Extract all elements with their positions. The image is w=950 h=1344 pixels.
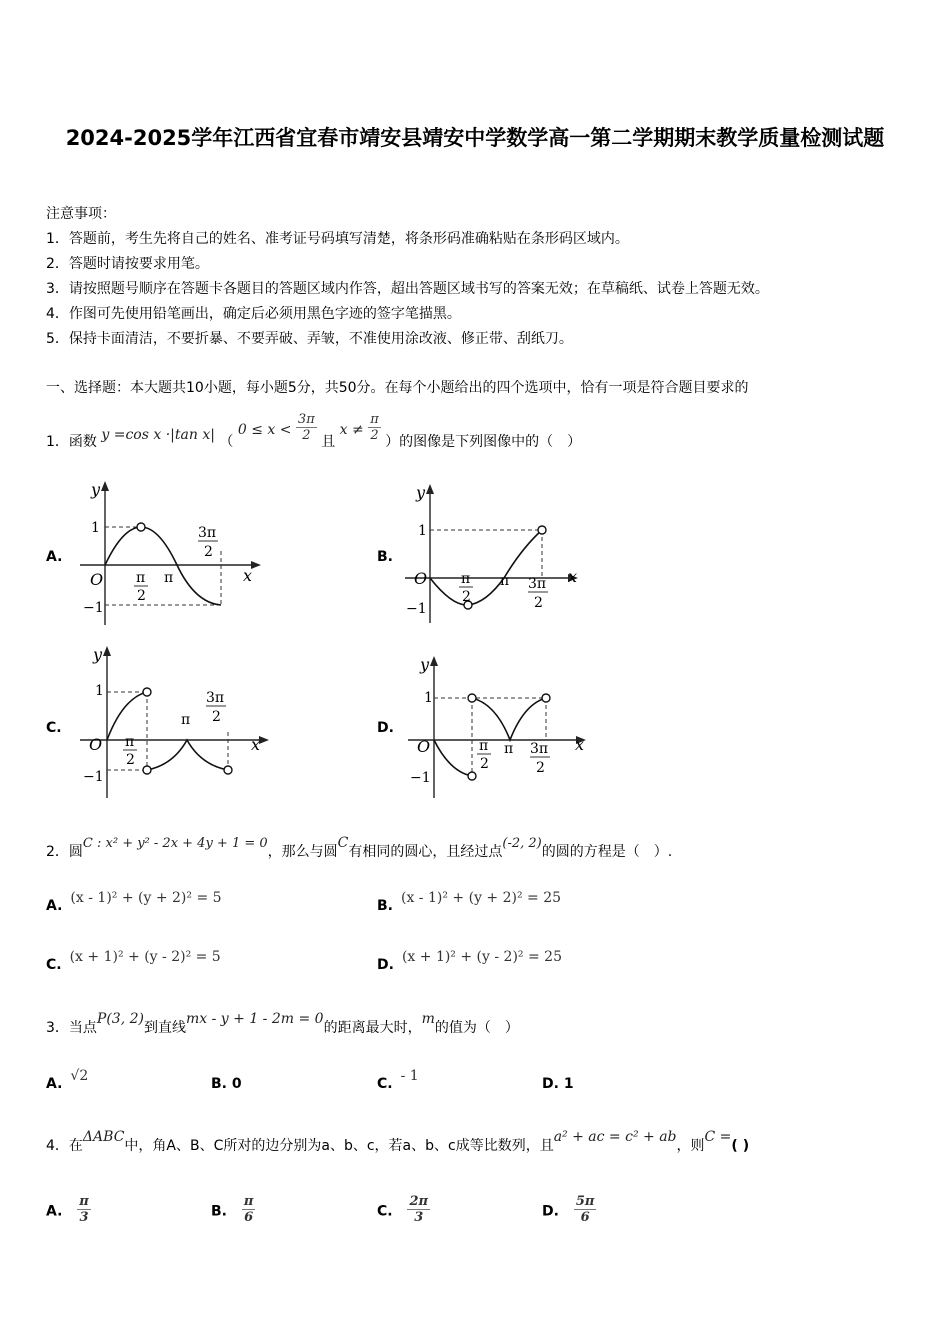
tick-label-three-half-pi: 3π: [530, 741, 549, 757]
svg-text:2: 2: [204, 544, 213, 560]
tick-label-pi: π: [500, 573, 510, 589]
option-c[interactable]: C. (x + 1)² + (y - 2)² = 5: [46, 949, 221, 973]
svg-text:2: 2: [126, 752, 135, 768]
open-point: [468, 694, 476, 702]
tick-label-1: 1: [424, 690, 433, 706]
y-axis-arrow: [103, 646, 111, 656]
tick-label-three-half-pi: 3π: [198, 525, 217, 541]
option-b[interactable]: B. 0: [211, 1076, 242, 1092]
question-number: 4．: [46, 1138, 69, 1154]
open-point: [137, 523, 145, 531]
open-point: [542, 694, 550, 702]
option-b[interactable]: B. (x - 1)² + (y + 2)² = 25: [377, 890, 562, 914]
open-point: [468, 772, 476, 780]
x-axis-arrow: [251, 561, 261, 569]
y-axis-arrow: [430, 656, 438, 666]
tick-label-three-half-pi: 3π: [206, 690, 225, 706]
notice-item: 5．保持卡面清洁，不要折暴、不要弄破、弄皱，不准使用涂改液、修正带、刮纸刀。: [46, 331, 573, 347]
function-curve: [147, 740, 228, 770]
tick-label-half-pi: π: [461, 571, 471, 587]
option-d[interactable]: D. 1: [542, 1076, 574, 1092]
tick-label-neg1: −1: [83, 769, 104, 785]
tick-label-half-pi: π: [479, 738, 489, 754]
tick-label-half-pi: π: [136, 570, 146, 586]
circle-equation: C : x² + y² - 2x + 4y + 1 = 0: [82, 836, 268, 851]
option-d[interactable]: D. (x + 1)² + (y - 2)² = 25: [377, 949, 562, 973]
svg-text:2: 2: [536, 760, 545, 776]
tick-label-three-half-pi: 3π: [528, 576, 547, 592]
triangle: ΔABC: [82, 1129, 125, 1145]
origin-label: O: [414, 569, 428, 588]
axis-label-x: x: [251, 735, 261, 754]
axis-label-x: x: [575, 735, 585, 754]
y-axis-arrow: [101, 481, 109, 491]
open-point: [143, 688, 151, 696]
notice-item: 3．请按照题号顺序在答题卡各题目的答题区域内作答，超出答题区域书写的答案无效；在草稿纸、试卷上答题无效。: [46, 281, 769, 297]
svg-text:2: 2: [212, 709, 221, 725]
question-number: 1．: [46, 433, 69, 450]
option-a[interactable]: A. √2: [46, 1068, 89, 1092]
tick-label-1: 1: [91, 520, 100, 536]
function-curve: [107, 692, 147, 740]
tick-label-neg1: −1: [410, 770, 431, 786]
option-d[interactable]: D. $\frac{5\pi}{6}$: [542, 1194, 595, 1225]
svg-text:2: 2: [480, 756, 489, 772]
open-point: [224, 766, 232, 774]
tick-label-neg1: −1: [83, 600, 104, 616]
option-label[interactable]: C.: [46, 720, 62, 736]
axis-label-y: y: [91, 480, 101, 499]
point: P(3, 2): [96, 1011, 144, 1027]
origin-label: O: [89, 735, 103, 754]
question-number: 2．: [46, 844, 69, 860]
tick-label-1: 1: [95, 683, 104, 699]
section-heading: 一、选择题：本大题共10小题，每小题5分，共50分。在每个小题给出的四个选项中，恰有一项是符合题目要求的: [46, 380, 749, 396]
y-axis-arrow: [426, 484, 434, 494]
axis-label-y: y: [93, 645, 103, 664]
svg-text:2: 2: [137, 588, 146, 604]
option-a[interactable]: A. (x - 1)² + (y + 2)² = 5: [46, 890, 222, 914]
tick-label-neg1: −1: [406, 601, 427, 617]
svg-text:2: 2: [534, 595, 543, 611]
tick-label-1: 1: [418, 523, 427, 539]
axis-label-y: y: [420, 655, 430, 674]
page-title: 2024-2025学年江西省宜春市靖安县靖安中学数学高一第二学期期末教学质量检测试题: [65, 126, 885, 150]
notice-item: 4．作图可先使用铅笔画出，确定后必须用黑色字迹的签字笔描黑。: [46, 306, 461, 322]
option-b[interactable]: B. $\frac{\pi}{6}$: [211, 1194, 254, 1225]
tick-label-pi: π: [164, 570, 174, 586]
open-point: [143, 766, 151, 774]
tick-label-pi: π: [181, 712, 191, 728]
option-c[interactable]: C. - 1: [377, 1068, 419, 1092]
fraction: $\frac{\pi}{2}$: [370, 412, 379, 443]
option-label[interactable]: A.: [46, 549, 63, 565]
origin-label: O: [417, 737, 431, 756]
option-label[interactable]: D.: [377, 720, 394, 736]
line-equation: mx - y + 1 - 2m = 0: [185, 1011, 324, 1027]
question-3-stem: 3．当点P(3, 2)到直线mx - y + 1 - 2m = 0的距离最大时，m的值为（ ）: [46, 1011, 519, 1036]
function-curve: [430, 530, 542, 605]
notice-heading: 注意事项：: [46, 206, 116, 222]
function-expression: y =cos x ·|tan x|: [101, 426, 215, 443]
axis-label-y: y: [416, 483, 426, 502]
equation: a² + ac = c² + ab: [553, 1129, 677, 1145]
axis-label-x: x: [243, 566, 253, 585]
graph-option-d[interactable]: [400, 650, 595, 800]
graph-option-a[interactable]: [75, 475, 270, 630]
point: (-2, 2): [502, 836, 542, 851]
origin-label: O: [90, 570, 104, 589]
tick-label-pi: π: [504, 741, 514, 757]
function-curve: [434, 740, 472, 776]
notice-item: 2．答题时请按要求用笔。: [46, 256, 209, 272]
question-4-stem: 4．在ΔABC中，角A、B、C所对的边分别为a、b、c，若a、b、c成等比数列，且a² + ac = c² + ab，则C =( ): [46, 1129, 750, 1154]
fraction: $\frac{3\pi}{2}$: [297, 412, 315, 443]
graph-option-c[interactable]: [75, 640, 275, 800]
svg-text:2: 2: [462, 589, 471, 605]
x-axis-arrow: [259, 736, 269, 744]
option-c[interactable]: C. $\frac{2\pi}{3}$: [377, 1194, 429, 1225]
question-number: 3．: [46, 1020, 69, 1036]
graph-option-b[interactable]: [400, 478, 590, 628]
tick-label-half-pi: π: [125, 734, 135, 750]
notice-item: 1．答题前，考生先将自己的姓名、准考证号码填写清楚，将条形码准确粘贴在条形码区域内。: [46, 231, 629, 247]
question-2-stem: 2．圆C : x² + y² - 2x + 4y + 1 = 0，那么与圆C有相同的圆心，且经过点(-2, 2)的圆的方程是（ ）.: [46, 835, 673, 860]
option-label[interactable]: B.: [377, 549, 393, 565]
open-point: [538, 526, 546, 534]
axis-label-x: x: [568, 567, 578, 586]
function-curve: [472, 698, 546, 740]
question-1-stem: 1．函数 y =cos x ·|tan x| （ 0 ≤ x < $\frac{3\pi}{2}$ 且 x ≠ $\frac{\pi}{2}$ ）的图像是下列图像中的（ ）: [46, 412, 582, 450]
option-a[interactable]: A. $\frac{\pi}{3}$: [46, 1194, 89, 1225]
